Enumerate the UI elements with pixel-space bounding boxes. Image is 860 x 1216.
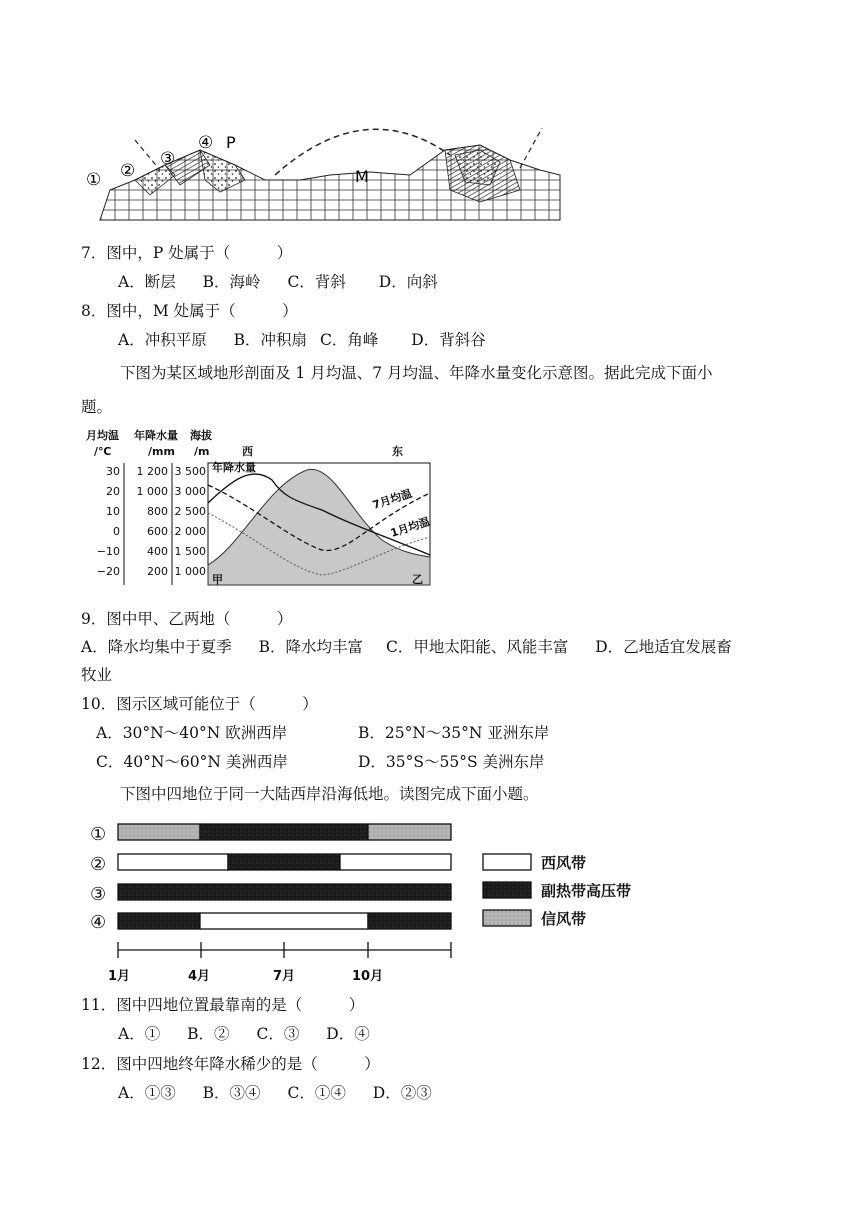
alt-tick: 2 000 xyxy=(174,525,206,538)
precip-tick: 800 xyxy=(147,505,168,518)
alt-tick: 2 500 xyxy=(174,505,206,518)
q10-option-d[interactable]: D．35°S～55°S 美洲东岸 xyxy=(358,753,545,771)
legend-swatch-subtropical xyxy=(483,882,531,898)
q9-option-b[interactable]: B．降水均丰富 xyxy=(258,638,364,656)
fig1-label-3: ③ xyxy=(160,149,176,169)
fig1-label-1: ① xyxy=(86,170,102,190)
q7-option-b[interactable]: B．海岭 xyxy=(202,273,261,291)
legend-swatch-trade xyxy=(483,910,531,926)
precip-tick: 600 xyxy=(147,525,168,538)
bar-segment xyxy=(368,824,451,840)
jia-label: 甲 xyxy=(212,573,223,586)
q10-option-a[interactable]: A．30°N～40°N 欧洲西岸 xyxy=(96,724,288,742)
axis3-title: 海拔 xyxy=(190,429,212,442)
jan-series-label: 1月均温 xyxy=(388,514,432,540)
fig1-label-4: ④ xyxy=(198,133,214,153)
july-series-label: 7月均温 xyxy=(370,486,414,512)
axis1-unit: /℃ xyxy=(94,445,112,458)
precip-tick: 200 xyxy=(147,565,168,578)
temp-tick: 10 xyxy=(106,505,120,518)
legend-label-westerly: 西风带 xyxy=(541,854,587,872)
alt-tick: 1 000 xyxy=(174,565,206,578)
month-label: 10月 xyxy=(352,969,384,984)
fig1-label-2: ② xyxy=(120,161,136,181)
legend-swatch-westerly xyxy=(483,854,531,870)
q9-option-a[interactable]: A．降水均集中于夏季 xyxy=(81,638,232,656)
climate-profile-figure xyxy=(82,425,442,595)
q11-stem: 11．图中四地位置最靠南的是（ ） xyxy=(81,996,365,1014)
row-label-1: ① xyxy=(90,824,107,845)
precip-tick: 1 000 xyxy=(136,485,168,498)
fig1-label-P: P xyxy=(226,133,236,152)
q8-option-b[interactable]: B．冲积扇 xyxy=(233,331,308,349)
precip-tick: 1 200 xyxy=(136,465,168,478)
q7-option-d[interactable]: D．向斜 xyxy=(378,273,438,291)
q12-option-c[interactable]: C．①④ xyxy=(287,1084,346,1102)
axis1-title: 月均温 xyxy=(86,429,119,442)
precip-series-label: 年降水量 xyxy=(212,461,256,474)
month-label: 1月 xyxy=(108,969,131,984)
legend-label-subtropical: 副热带高压带 xyxy=(541,882,632,900)
row-label-2: ② xyxy=(90,854,107,875)
axis2-title: 年降水量 xyxy=(134,429,178,442)
west-label: 西 xyxy=(242,445,253,458)
q9-options xyxy=(81,636,732,658)
q7-option-c[interactable]: C．背斜 xyxy=(287,273,346,291)
q8-option-d[interactable]: D．背斜谷 xyxy=(411,331,486,349)
legend-label-trade: 信风带 xyxy=(541,910,587,928)
bar-segment xyxy=(118,854,228,870)
fig1-label-M: M xyxy=(355,167,369,186)
temp-tick: 0 xyxy=(113,525,120,538)
q10-option-c[interactable]: C．40°N～60°N 美洲西岸 xyxy=(96,753,288,771)
q8-options xyxy=(118,329,486,351)
bar-segment xyxy=(118,884,451,900)
alt-tick: 1 500 xyxy=(174,545,206,558)
month-label: 7月 xyxy=(273,969,296,984)
temp-tick: −10 xyxy=(96,545,120,558)
q12-stem: 12．图中四地终年降水稀少的是（ ） xyxy=(81,1055,380,1073)
q12-options xyxy=(118,1082,432,1104)
alt-tick: 3 500 xyxy=(174,465,206,478)
q7-options xyxy=(118,271,438,293)
east-label: 东 xyxy=(392,445,403,458)
q8-stem: 8．图中，M 处属于（ ） xyxy=(81,302,298,320)
axis3-unit: /m xyxy=(194,445,210,458)
bar-segment xyxy=(200,913,368,929)
q11-option-d[interactable]: D．④ xyxy=(326,1025,370,1043)
axis2-unit: /mm xyxy=(148,445,175,458)
bar-segment xyxy=(228,854,340,870)
q11-option-b[interactable]: B．② xyxy=(187,1025,230,1043)
intro2-line1: 下图为某区域地形剖面及 1 月均温、7 月均温、年降水量变化示意图。据此完成下面小 xyxy=(120,364,713,382)
q8-option-c[interactable]: C．角峰 xyxy=(319,331,379,349)
intro2-line2: 题。 xyxy=(81,398,113,416)
bar-segment xyxy=(118,913,200,929)
row-label-3: ③ xyxy=(90,884,107,905)
temp-tick: −20 xyxy=(96,565,120,578)
q9-stem: 9．图中甲、乙两地（ ） xyxy=(81,610,293,628)
q11-options xyxy=(118,1023,370,1045)
q10-stem: 10．图示区域可能位于（ ） xyxy=(81,695,318,713)
row-label-4: ④ xyxy=(90,912,107,933)
alt-tick: 3 000 xyxy=(174,485,206,498)
q9-option-d-cont: 牧业 xyxy=(81,666,113,684)
month-label: 4月 xyxy=(188,969,211,984)
q12-option-b[interactable]: B．③④ xyxy=(202,1084,261,1102)
q10-option-b[interactable]: B．25°N～35°N 亚洲东岸 xyxy=(358,724,550,742)
intro3-line1: 下图中四地位于同一大陆西岸沿海低地。读图完成下面小题。 xyxy=(120,785,539,803)
q11-option-a[interactable]: A．① xyxy=(118,1025,161,1043)
q9-option-c[interactable]: C．甲地太阳能、风能丰富 xyxy=(385,638,569,656)
q12-option-a[interactable]: A．①③ xyxy=(118,1084,176,1102)
precip-tick: 400 xyxy=(147,545,168,558)
pressure-belt-figure xyxy=(88,818,668,990)
bar-segment xyxy=(340,854,451,870)
q7-option-a[interactable]: A．断层 xyxy=(118,273,176,291)
q8-option-a[interactable]: A．冲积平原 xyxy=(118,331,207,349)
q7-stem: 7．图中，P 处属于（ ） xyxy=(81,244,293,262)
bar-segment xyxy=(368,913,451,929)
temp-tick: 30 xyxy=(106,465,120,478)
bar-segment xyxy=(200,824,368,840)
geology-section-figure xyxy=(80,120,580,225)
q9-option-d[interactable]: D．乙地适宜发展畜 xyxy=(595,638,732,656)
q12-option-d[interactable]: D．②③ xyxy=(372,1084,432,1102)
yi-label: 乙 xyxy=(412,573,423,586)
temp-tick: 20 xyxy=(106,485,120,498)
bar-segment xyxy=(118,824,200,840)
q11-option-c[interactable]: C．③ xyxy=(256,1025,300,1043)
